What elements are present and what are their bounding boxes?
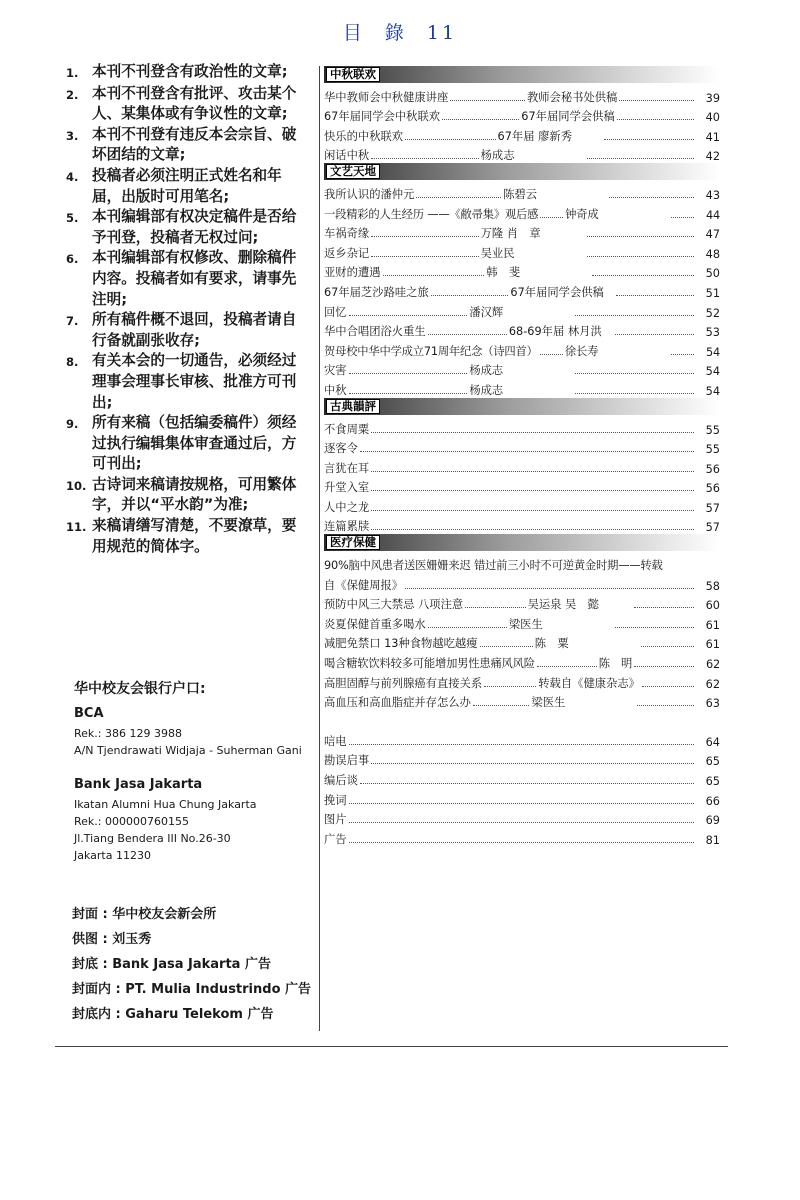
- entry-page: 54: [705, 365, 721, 379]
- section-label: 医疗保健: [326, 535, 380, 550]
- rule-number: 6.: [66, 252, 79, 267]
- toc-entry[interactable]: [324, 280, 720, 300]
- rule-number: 7.: [66, 314, 79, 329]
- entry-title: 华中教师会中秋健康讲座: [324, 90, 449, 104]
- entry-author: 转载自《健康杂志》: [538, 676, 640, 690]
- entry-title: 升堂入室: [324, 481, 370, 495]
- table-of-contents: [324, 66, 720, 847]
- entry-title: 图片: [324, 813, 347, 827]
- entry-page: 54: [706, 345, 721, 359]
- toc-entry[interactable]: [324, 651, 720, 671]
- entry-title: 喝含糖软饮料较多可能增加男性患痛风风险: [324, 657, 535, 671]
- entry-title: 言犹在耳: [324, 461, 370, 475]
- toc-entry[interactable]: [324, 632, 720, 652]
- entry-author: 杨成志: [469, 383, 504, 397]
- entry-page: 60: [705, 599, 720, 613]
- entry-author: 陈 粟: [534, 637, 569, 651]
- credit-line: 封底内 : Gaharu Telekom 广告: [72, 1007, 274, 1022]
- rule-text: 古诗词来稿请按规格，可用繁体字，并以“平水韵”为准;: [92, 475, 297, 514]
- toc-entry[interactable]: [324, 808, 720, 828]
- toc-entry[interactable]: [324, 476, 720, 496]
- rule-item: [66, 62, 298, 84]
- toc-entry[interactable]: [324, 241, 720, 261]
- bank-jasa-address: Jl.Tiang Bendera III No.26-30: [74, 832, 231, 845]
- rule-number: 3.: [66, 128, 79, 143]
- entry-title: 车祸奇缘: [324, 227, 370, 241]
- bank-bca-name: BCA: [74, 706, 104, 721]
- section-header: [324, 534, 720, 551]
- entry-author: 韩 斐: [486, 266, 521, 280]
- rule-text: 所有来稿（包括编委稿件）须经过执行编辑集体审查通过后，方可刊出;: [92, 414, 297, 473]
- entry-title: 自《保健周报》: [324, 578, 404, 592]
- entry-title: 90%脑中风患者送医姗姗来迟 错过前三小时不可逆黄金时期——转载: [324, 559, 663, 573]
- rule-text: 本刊不刊登含有政治性的文章;: [92, 63, 288, 80]
- column-divider: [319, 66, 320, 1031]
- toc-entry[interactable]: [324, 124, 720, 144]
- header-char-2: 錄: [384, 22, 407, 44]
- rule-number: 9.: [66, 417, 79, 432]
- entry-page: 56: [705, 482, 720, 496]
- entry-page: 64: [705, 735, 720, 749]
- bank-jasa-city: Jakarta 11230: [74, 849, 151, 862]
- entry-author: 吴运泉 吴 懿: [527, 598, 599, 612]
- entry-author: 吴业民: [480, 246, 515, 260]
- rule-item: [66, 310, 298, 351]
- entry-title: 勘误启事: [324, 754, 370, 768]
- entry-page: 54: [705, 384, 721, 398]
- rule-number: 5.: [66, 211, 79, 226]
- entry-title: 贺母校中华中学成立71周年纪念（诗四首）: [324, 344, 538, 358]
- toc-entry[interactable]: [324, 495, 720, 515]
- toc-entry[interactable]: [324, 144, 720, 164]
- rule-item: [66, 166, 298, 207]
- toc-entry[interactable]: [324, 261, 720, 281]
- entry-title: 67年届芝沙路哇之旅: [324, 285, 429, 299]
- rule-text: 本刊编辑部有权修改、删除稿件内容。投稿者如有要求，请事先注明;: [92, 249, 297, 308]
- section-label: 文艺天地: [326, 164, 380, 179]
- bank-bca-holder: A/N Tjendrawati Widjaja - Suherman Gani: [74, 744, 302, 757]
- toc-entry[interactable]: [324, 105, 720, 125]
- toc-entry[interactable]: [324, 437, 720, 457]
- rule-text: 投稿者必须注明正式姓名和年届，出版时可用笔名;: [92, 166, 282, 205]
- section-header: [324, 163, 720, 180]
- rule-text: 来稿请缮写清楚，不要潦草，要用规范的简体字。: [92, 517, 297, 555]
- entry-author: 杨成志: [469, 364, 504, 378]
- entry-title: 快乐的中秋联欢: [324, 129, 404, 143]
- toc-entry[interactable]: [324, 827, 720, 847]
- section-label: 中秋联欢: [326, 67, 380, 82]
- entry-title: 返乡杂记: [324, 246, 370, 260]
- entry-author: 陈碧云: [503, 187, 538, 201]
- rule-text: 本刊不刊登有违反本会宗旨、破坏团结的文章;: [92, 125, 297, 164]
- entry-author: 67年届同学会供稿: [510, 285, 604, 299]
- toc-entry[interactable]: [324, 222, 720, 242]
- toc-entry[interactable]: [324, 612, 720, 632]
- entry-title: 编后谈: [324, 774, 358, 787]
- entry-page: 57: [705, 501, 720, 515]
- entry-author: 钟奇成: [565, 207, 599, 221]
- rule-number: 10.: [66, 478, 87, 493]
- rule-item: [66, 351, 298, 413]
- entry-page: 47: [705, 228, 721, 242]
- entry-title: 挽词: [324, 793, 347, 807]
- rule-text: 有关本会的一切通告，必须经过理事会理事长审核、批准方可刊出;: [92, 352, 297, 411]
- rule-number: 8.: [66, 355, 79, 370]
- entry-page: 63: [705, 697, 720, 711]
- entry-page: 43: [705, 188, 721, 202]
- page-header: [0, 18, 800, 45]
- bank-bca-rek: Rek.: 386 129 3988: [74, 727, 182, 740]
- toc-entry[interactable]: [324, 417, 720, 437]
- entry-title: 中秋: [324, 383, 347, 397]
- credits: [72, 902, 322, 1027]
- header-page-number: 11: [426, 22, 458, 44]
- bank-title: 华中校友会银行户口:: [74, 681, 206, 697]
- entry-page: 48: [705, 247, 721, 261]
- bank-jasa-name: Bank Jasa Jakarta: [74, 777, 203, 792]
- rule-item: [66, 475, 298, 516]
- toc-entry[interactable]: [324, 573, 720, 593]
- entry-page: 65: [705, 775, 720, 788]
- rule-item: [66, 248, 298, 310]
- entry-page: 53: [705, 326, 720, 340]
- entry-page: 57: [705, 521, 720, 535]
- toc-entry[interactable]: [324, 768, 720, 788]
- toc-entry[interactable]: [324, 202, 720, 222]
- entry-author: 梁医生: [508, 617, 543, 631]
- entry-title: 一段精彩的人生经历 ——《敝帚集》观后感: [324, 207, 539, 221]
- entry-author: 陈 明: [598, 657, 633, 671]
- entry-title: 炎夏保健首重多喝水: [324, 617, 426, 631]
- entry-author: 梁医生: [531, 696, 566, 710]
- entry-page: 41: [705, 130, 720, 144]
- entry-page: 52: [705, 306, 721, 320]
- entry-title: 不食周粟: [324, 422, 370, 436]
- toc-entry[interactable]: [324, 339, 720, 359]
- entry-title: 我所认识的潘仲元: [324, 187, 415, 201]
- rule-item: [66, 516, 298, 557]
- entry-author: 67年届 廖新秀: [497, 129, 572, 143]
- toc-entry[interactable]: [324, 515, 720, 535]
- entry-page: 58: [705, 579, 720, 593]
- toc-entry[interactable]: [324, 85, 720, 105]
- entry-title: 闲话中秋: [324, 149, 370, 163]
- entry-page: 69: [705, 814, 720, 828]
- rule-text: 本刊编辑部有权决定稿件是否给予刊登，投稿者无权过问;: [92, 208, 297, 246]
- section-header: [324, 398, 720, 415]
- entry-author: 67年届同学会供稿: [521, 110, 615, 124]
- bank-accounts: [74, 678, 314, 864]
- entry-page: 50: [705, 267, 720, 281]
- rule-item: [66, 125, 298, 166]
- entry-page: 55: [705, 443, 720, 457]
- entry-page: 61: [705, 638, 720, 652]
- entry-title: 逐客令: [324, 442, 358, 456]
- toc-entry[interactable]: [324, 788, 720, 808]
- entry-title: 预防中风三大禁忌 八项注意: [324, 598, 464, 612]
- rule-item: [66, 413, 298, 475]
- bank-jasa-org: Ikatan Alumni Hua Chung Jakarta: [74, 798, 257, 811]
- rule-text: 本刊不刊登含有批评、攻击某个人、某集体或有争议性的文章;: [92, 84, 297, 123]
- toc-entry[interactable]: [324, 359, 720, 379]
- rule-number: 4.: [66, 169, 79, 184]
- section-header: [324, 66, 720, 83]
- entry-page: 51: [705, 286, 721, 300]
- entry-page: 56: [705, 462, 720, 476]
- rule-item: [66, 207, 298, 248]
- entry-title: 连篇累牍: [324, 520, 370, 534]
- credit-line: 封面内 : PT. Mulia Industrindo 广告: [72, 982, 312, 997]
- entry-author: 68-69年届 林月洪: [508, 325, 602, 339]
- entry-page: 62: [705, 677, 721, 691]
- entry-author: 教师会秘书处供稿: [526, 90, 618, 104]
- toc-entry[interactable]: [324, 378, 720, 398]
- entry-title: 唁电: [324, 734, 347, 748]
- entry-page: 44: [706, 208, 721, 222]
- credit-line: 封底 : Bank Jasa Jakarta 广告: [72, 957, 271, 972]
- entry-page: 55: [705, 423, 720, 437]
- toc-entry[interactable]: [324, 300, 720, 320]
- entry-title: 高胆固醇与前列腺癌有直接关系: [324, 676, 483, 690]
- header-char-1: 目: [342, 22, 365, 44]
- rule-number: 1.: [66, 66, 79, 80]
- bank-jasa-rek: Rek.: 000000760155: [74, 815, 189, 828]
- entry-title: 广告: [324, 832, 347, 846]
- entry-page: 81: [705, 833, 720, 847]
- rule-text: 所有稿件概不退回，投稿者请自行备就副张收存;: [92, 311, 297, 349]
- entry-title: 灾害: [324, 364, 347, 378]
- entry-title: 回忆: [324, 305, 347, 319]
- entry-title: 人中之龙: [324, 500, 370, 514]
- entry-page: 40: [705, 111, 720, 125]
- toc-entry[interactable]: [324, 593, 720, 613]
- toc-entry[interactable]: [324, 671, 720, 691]
- rule-number: 2.: [66, 87, 79, 102]
- credit-line: 供图 : 刘玉秀: [72, 932, 152, 947]
- entry-title: 亚财的遭遇: [324, 266, 381, 280]
- entry-title: 高血压和高血脂症并存怎么办: [324, 696, 471, 710]
- entry-title: 减肥免禁口 13种食物越吃越瘦: [324, 637, 478, 651]
- toc-entry[interactable]: [324, 456, 720, 476]
- toc-entry[interactable]: [324, 749, 720, 769]
- credit-line: 封面 : 华中校友会新会所: [72, 907, 217, 922]
- entry-page: 42: [705, 150, 721, 164]
- entry-title: 华中合唱团浴火重生: [324, 325, 426, 339]
- entry-author: 万隆 肖 章: [480, 227, 541, 241]
- toc-entry[interactable]: [324, 182, 720, 202]
- entry-page: 62: [706, 658, 721, 672]
- rule-number: 11.: [66, 520, 87, 535]
- entry-page: 66: [705, 794, 720, 808]
- toc-entry-line1[interactable]: [324, 553, 720, 573]
- entry-author: 杨成志: [480, 149, 515, 163]
- submission-rules: [66, 62, 298, 557]
- entry-page: 65: [705, 755, 720, 769]
- toc-entry[interactable]: [324, 691, 720, 711]
- entry-author: 潘汉辉: [469, 305, 504, 319]
- entry-author: 徐长寿: [564, 344, 599, 358]
- toc-entry[interactable]: [324, 320, 720, 340]
- toc-entry[interactable]: [324, 729, 720, 749]
- section-label: 古典韻評: [326, 399, 380, 414]
- entry-title: 67年届同学会中秋联欢: [324, 110, 441, 124]
- entry-page: 39: [705, 91, 721, 105]
- footer-rule: [55, 1046, 728, 1047]
- entry-page: 61: [705, 618, 720, 632]
- rule-item: [66, 84, 298, 125]
